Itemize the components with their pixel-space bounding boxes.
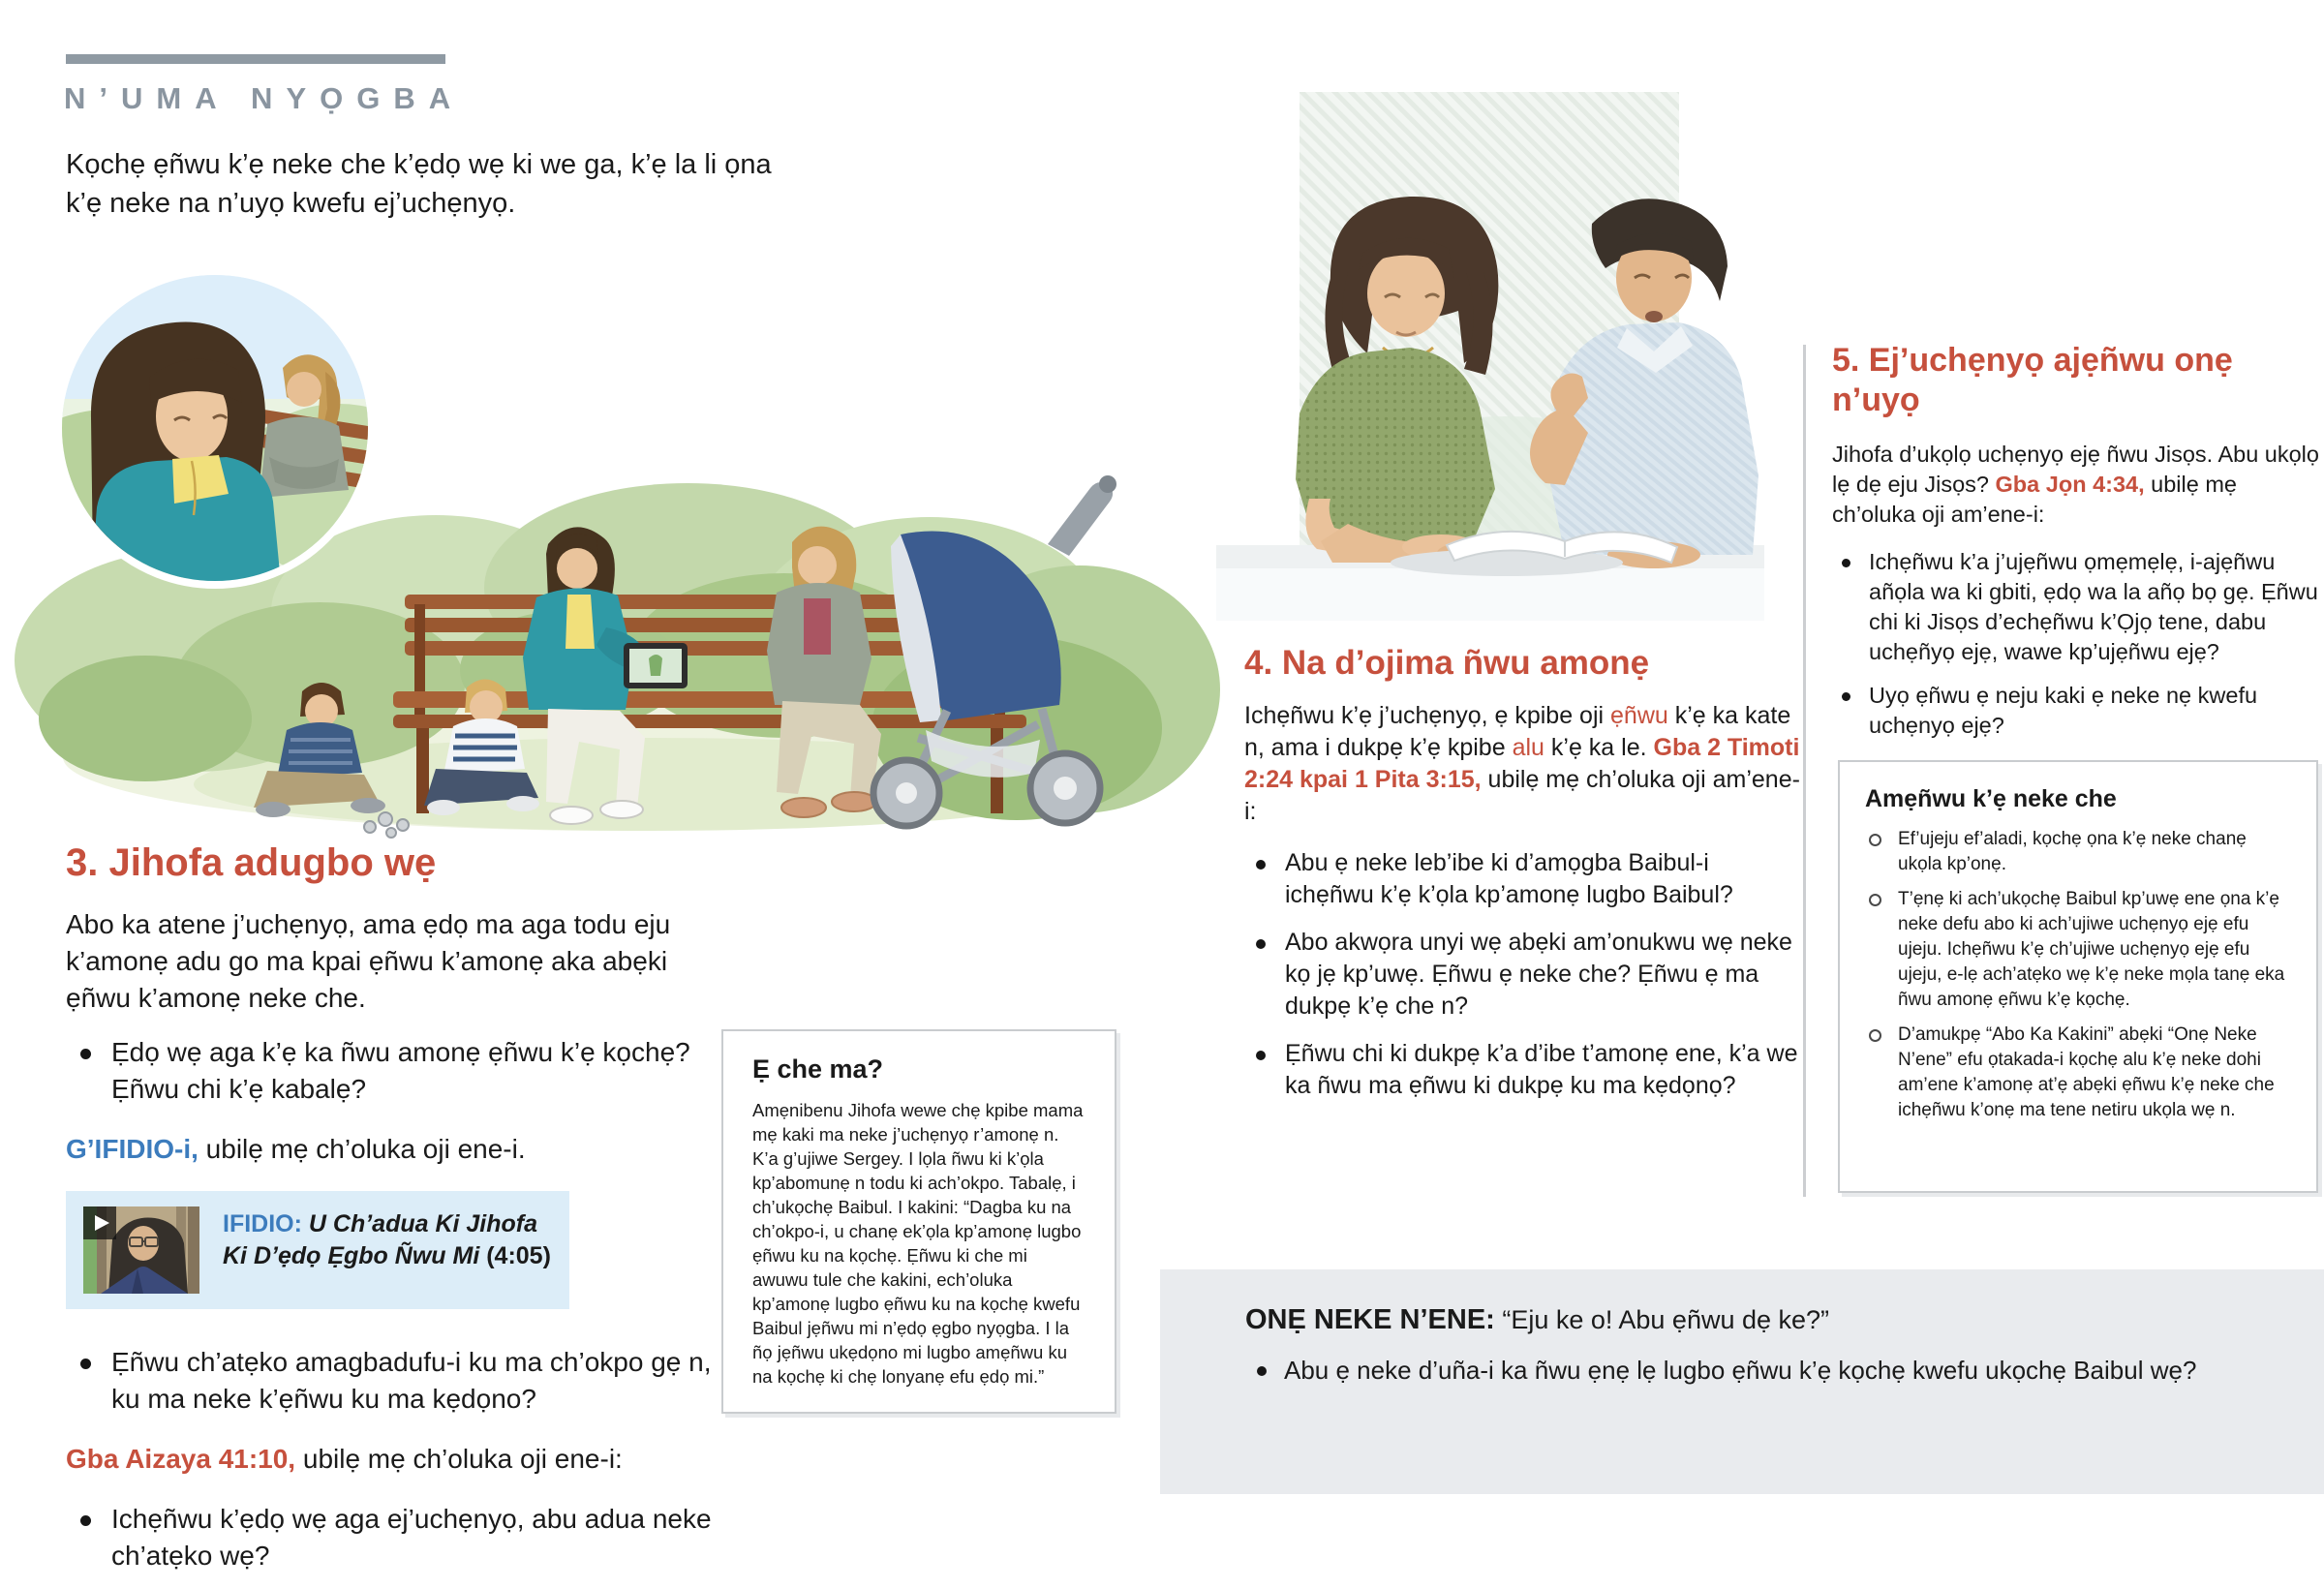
section-5-heading: 5. Ej’uchẹnyọ ajẹñwu onẹ n’uyọ [1832, 342, 2233, 418]
section-3-paragraph: Abo ka atene j’uchẹnyọ, ama ẹdọ ma aga todu eju k’amonẹ adu go ma kpai ẹñwu k’amonẹ aka abẹki ẹñwu k’amonẹ neke che. [66, 909, 671, 1013]
section-3-question-1: Ẹdọ wẹ aga k’ẹ ka ñwu amonẹ ẹñwu k’ẹ kọchẹ? Ẹñwu chi k’ẹ kabalẹ? [66, 1034, 739, 1108]
section-3-heading: 3. Jihofa adugbo wẹ [66, 841, 437, 884]
section-4-heading: 4. Na d’ojima ñwu amonẹ [1244, 644, 1650, 682]
section-5 [1832, 341, 2321, 754]
section-4-question-3: Ẹñwu chi ki dukpẹ k’a d’ibe t’amonẹ ene, k’a we ka ñwu ma ẹñwu ki dukpẹ ku ma kẹdọnọ? [1244, 1038, 1804, 1102]
video-link[interactable]: G’IFIDIO-i, [66, 1134, 199, 1164]
someone-says-quote: “Eju ke o! Abu ẹñwu dẹ ke?” [1494, 1305, 1830, 1334]
video-lead-line [66, 1131, 739, 1168]
todo-item-3: D’amukpẹ “Abo Ka Kakini” abẹki “Onẹ Neke N’ene” efu ọtakada-i kọchẹ alu k’ẹ neke dohi am’ene k’amonẹ at’ẹ abẹki ẹñwu k’ẹ neke che ichẹñwu k’onẹ ma tene netiru ukọla wẹ n. [1865, 1023, 2291, 1123]
band-question-1: Abu ẹ neke d’uña-i ka ñwu ẹnẹ lẹ lugbo ẹñwu k’ẹ kọchẹ kwefu ukọchẹ Baibul wẹ? [1245, 1354, 2285, 1387]
kicker-rule [66, 54, 445, 64]
section-4-question-2: Abo akwọra unyi wẹ abẹki am’onukwu wẹ neke kọ jẹ kp’uwẹ. Ẹñwu ẹ neke che? Ẹñwu ẹ ma dukpẹ k’ẹ che n? [1244, 927, 1804, 1023]
emphasis-word-2: alu [1512, 734, 1544, 761]
intro-text: Kọchẹ ẹñwu k’ẹ neke che k’ẹdọ wẹ ki we ga, k’ẹ la li ọna k’ẹ neke na n’uyọ kwefu ej’uchẹnyọ. [66, 149, 772, 219]
section-4-text-4: ubilẹ mẹ ch’oluka oji am’ene-i: [1244, 766, 1800, 825]
section-4-text-2: k’ẹ ka kate n, ama i dukpẹ k’ẹ kpibe [1244, 702, 1791, 761]
section-4-question-1: Abu ẹ neke leb’ibe ki d’amọgba Baibul-i ichẹñwu k’ẹ k’ọla kp’amonẹ lugbo Baibul? [1244, 847, 1804, 911]
section-4-text-1: Ichẹñwu k’ẹ j’uchẹnyọ, ẹ kpibe oji [1244, 702, 1611, 729]
video-thumb-art [83, 1206, 199, 1294]
scripture-link-john[interactable]: Gba Jọn 4:34, [1995, 472, 2145, 497]
section-4-questions [1244, 847, 1804, 1102]
conversation-illustration [1216, 92, 1764, 621]
video-card[interactable] [66, 1191, 569, 1309]
did-you-know-title: Ẹ che ma? [752, 1054, 884, 1084]
band-questions [1245, 1354, 2285, 1387]
someone-says-band [1160, 1269, 2324, 1494]
video-lead-rest: ubilẹ mẹ ch’oluka oji ene-i. [198, 1134, 526, 1164]
section-5-paragraph [1832, 440, 2321, 530]
section-3 [66, 840, 739, 1588]
scripture-lead-line [66, 1441, 739, 1478]
section-5-questions [1832, 547, 2321, 741]
video-duration: (4:05) [486, 1242, 551, 1269]
emphasis-word-1: ẹñwu [1610, 702, 1668, 729]
someone-says-label: ONẸ NEKE N’ENE: [1245, 1304, 1495, 1335]
park-illustration [29, 254, 1172, 831]
section-3-question-2: Ẹñwu ch’atẹko amagbadufu-i ku ma ch’okpo gẹ n, ku ma neke k’ẹñwu ku ma kẹdọno? [66, 1344, 739, 1418]
video-label: IFIDIO: [223, 1210, 302, 1237]
video-title: U Ch’adua Ki Jihofa Ki D’ẹdọ Ẹgbo Ñwu Mi [223, 1210, 538, 1269]
scripture-lead-rest: ubilẹ mẹ ch’oluka oji ene-i: [295, 1444, 623, 1474]
section-3-questions [66, 1034, 739, 1108]
video-caption [223, 1208, 552, 1272]
section-3-question-3: Ichẹñwu k’ẹdọ wẹ aga ej’uchẹnyọ, abu adua neke ch’atẹko wẹ? [66, 1501, 739, 1574]
section-4-text-3: k’ẹ ka le. [1544, 734, 1654, 761]
park-scene [29, 254, 1172, 831]
section-5-question-1: Ichẹñwu k’a j’ujẹñwu ọmẹmẹlẹ, i-ajẹñwu añọla wa ki gbiti, ẹdọ wa la añọ bọ gẹ. Ẹñwu chi ki Jisọs d’echẹñwu k’Ọjọ tene, dabu uchẹñyọ ejẹ, wawe kp’ujẹñwu ejẹ? [1832, 547, 2321, 667]
things-to-do-list [1865, 827, 2291, 1123]
someone-says-line [1245, 1304, 2285, 1336]
scripture-link-isaiah[interactable]: Gba Aizaya 41:10, [66, 1444, 296, 1474]
kicker-title: N’UMA NYỌGBA [64, 81, 465, 115]
section-4 [1244, 644, 1804, 1117]
scripture-link-timothy-peter[interactable]: Gba 2 Timoti 2:24 kpai 1 Pita 3:15, [1244, 734, 1800, 793]
section-4-paragraph [1244, 700, 1804, 828]
study-scene [1216, 92, 1764, 621]
section-5-question-2: Uyọ ẹñwu ẹ neju kaki ẹ neke nẹ kwefu uchẹnyọ ejẹ? [1832, 681, 2321, 741]
section-3-questions-2 [66, 1344, 739, 1418]
things-to-do-title: Amẹñwu k’ẹ neke che [1865, 785, 2117, 812]
todo-item-1: Ef’ujeju ef’aladi, kọchẹ ọna k’ẹ neke chanẹ ukọla kp’onẹ. [1865, 827, 2291, 877]
todo-item-2: T’ẹnẹ ki ach’ukọchẹ Baibul kp’uwẹ ene ọna k’ẹ neke defu abo ki ach’ujiwe uchẹnyọ ejẹ efu ujeju. Ichẹñwu k’ẹ ch’ujiwe uchẹnyọ ejẹ efu ujeju, e-lẹ ach’atẹko wẹ k’ẹ neke mọla tanẹ eka ñwu amonẹ ẹñwu k’ẹ kọchẹ. [1865, 887, 2291, 1013]
did-you-know-body: Amẹnibenu Jihofa wewe chẹ kpibe mama mẹ kaki ma neke j’uchẹnyọ r’amonẹ n. K’a g’ujiwe Sergey. I lọla ñwu ki k’ọla kp’abomunẹ n todu ki ach’okpo. Tabalẹ, i ch’ukọchẹ Baibul. I kakini: “Dagba ku na ch’okpo-i, u chanẹ ek’ọla kp’amonẹ lugbo ẹñwu ku na kọchẹ. Ẹñwu ki che mi awuwu tule che kakini, ech’oluka kp’amonẹ lugbo ẹñwu ku na kọchẹ kwefu Baibul jẹñwu mi n’ẹdọ ẹgbo nyọgba. I la ñọ jẹñwu ukẹdọno mi lugbo amẹñwu ku na kọchẹ ki chẹ lonyanẹ efu ẹdọ mi.” [752, 1100, 1084, 1387]
things-to-do-box [1838, 760, 2318, 1193]
column-divider [1803, 345, 1806, 1197]
play-icon[interactable] [83, 1206, 116, 1239]
section-5-text-2: ubilẹ mẹ ch’oluka oji am’ene-i: [1832, 472, 2237, 527]
section-3-questions-3 [66, 1501, 739, 1574]
did-you-know-box [721, 1029, 1116, 1414]
video-thumbnail[interactable] [83, 1206, 199, 1294]
section-5-text-1: Jihofa d’ukọlọ uchẹnyọ ejẹ ñwu Jisọs. Abu ukọlọ lẹ dẹ eju Jisọs? [1832, 442, 2319, 497]
